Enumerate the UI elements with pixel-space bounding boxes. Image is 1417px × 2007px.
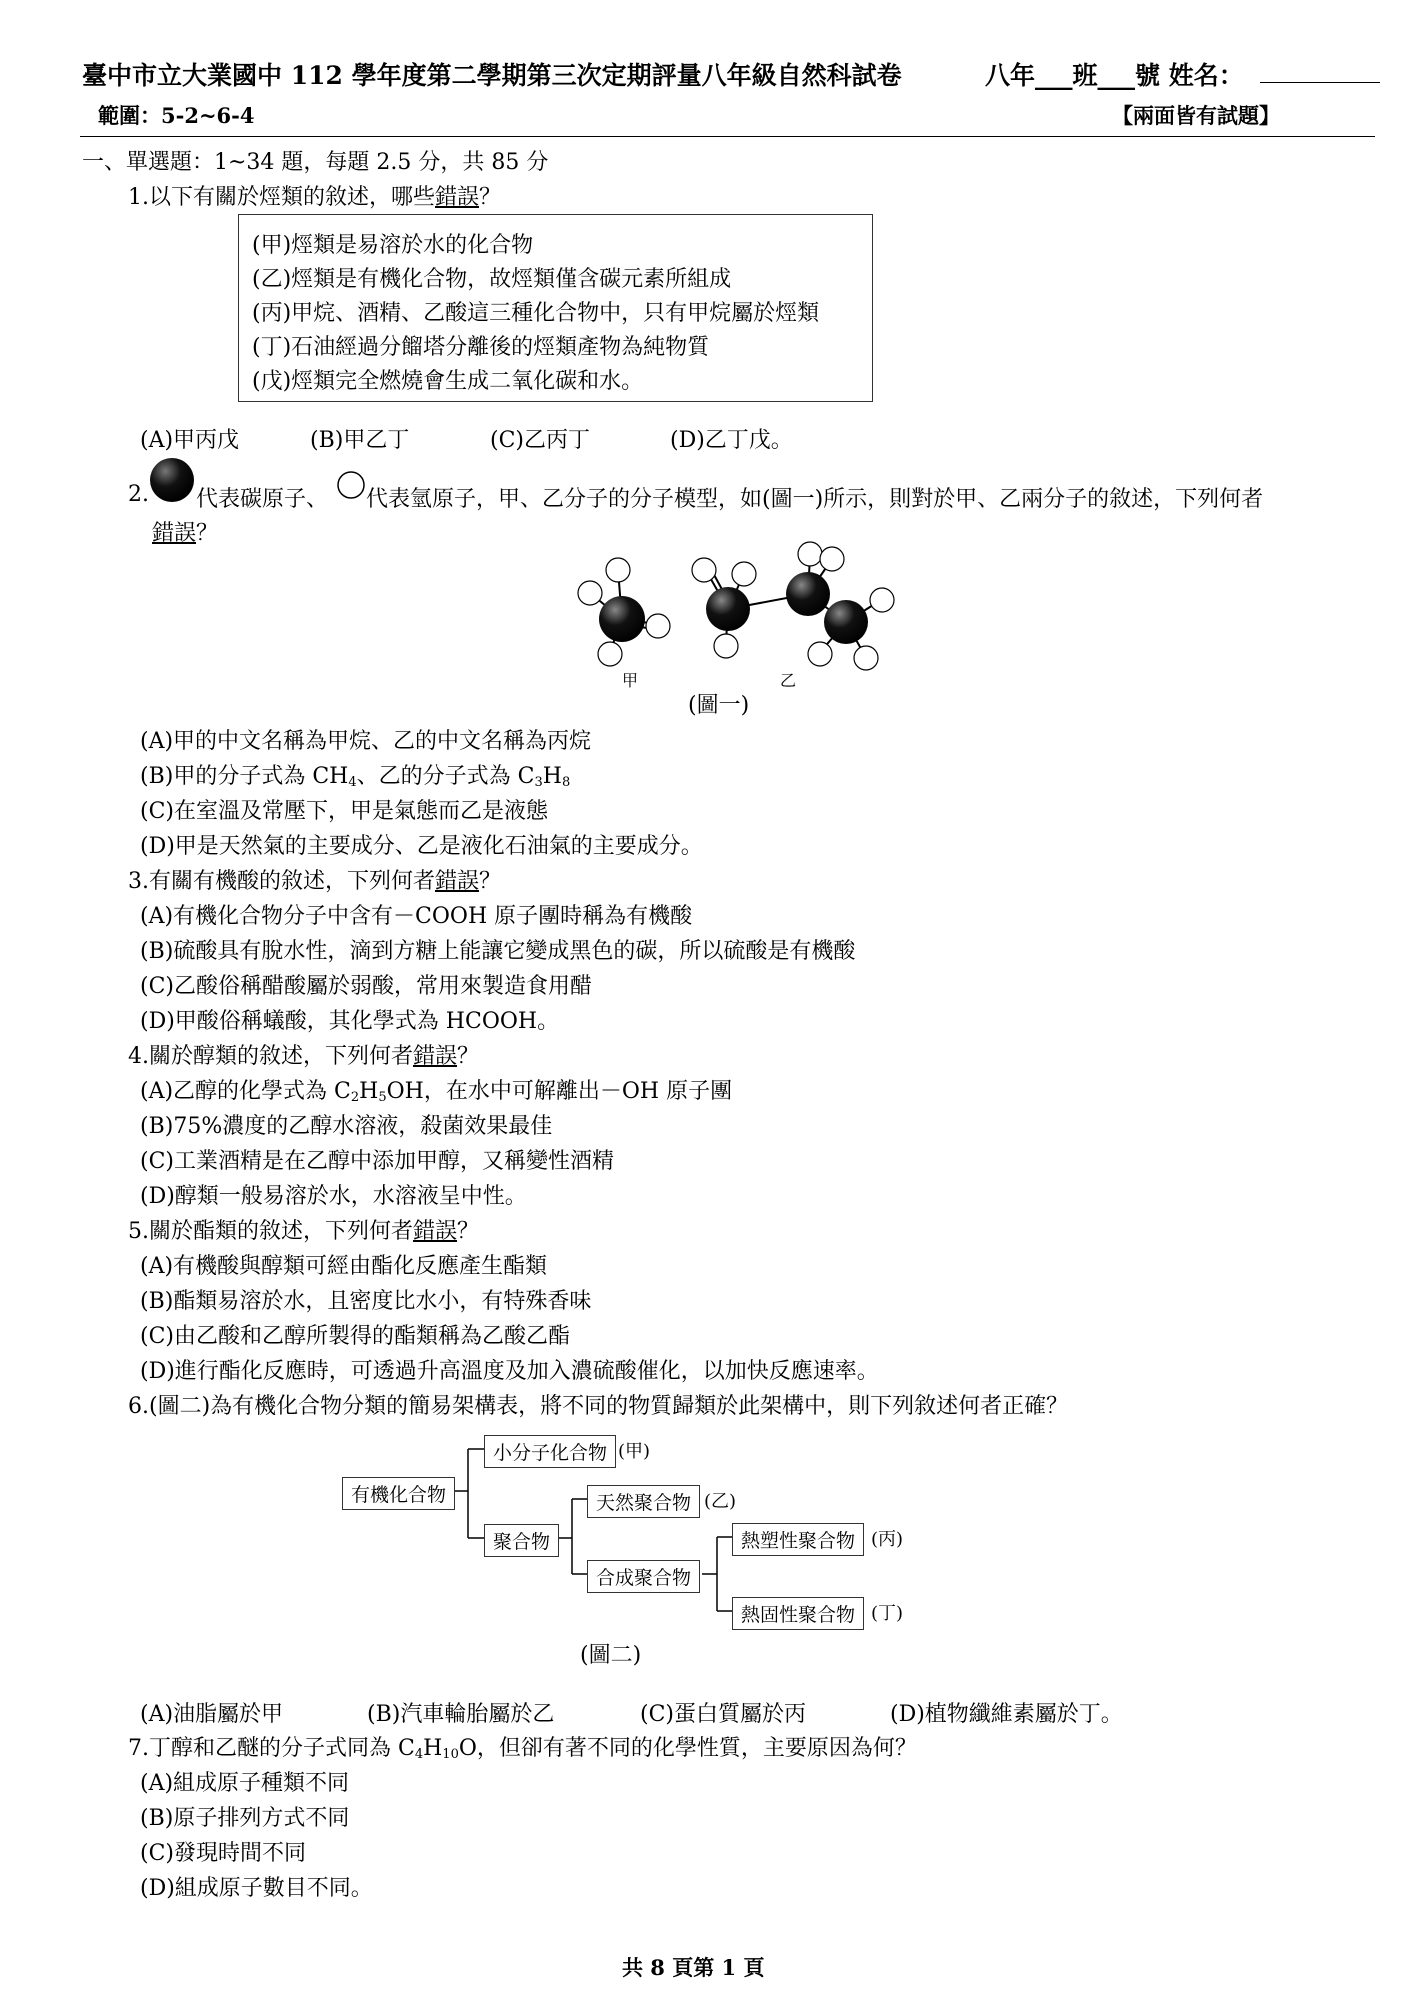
q7-option-d[interactable]: (D)組成原子數目不同。 — [140, 1876, 373, 1901]
q1-statement: (戊)烴類完全燃燒會生成二氧化碳和水。 — [252, 369, 644, 394]
figure-2-caption: (圖二) — [580, 1643, 642, 1668]
q1-statement: (丙)甲烷、酒精、乙酸這三種化合物中，只有甲烷屬於烴類 — [252, 301, 820, 326]
q3-option-a[interactable]: (A)有機化合物分子中含有－COOH 原子團時稱為有機酸 — [140, 904, 693, 929]
q1-statement: (甲)烴類是易溶於水的化合物 — [252, 233, 534, 258]
q3-option-d[interactable]: (D)甲酸俗稱蟻酸，其化學式為 HCOOH。 — [140, 1009, 560, 1034]
q3-option-b[interactable]: (B)硫酸具有脫水性，滴到方糖上能讓它變成黑色的碳，所以硫酸是有機酸 — [140, 939, 856, 964]
page-footer: 共 8 頁第 1 頁 — [622, 1955, 765, 1980]
q1-option-d[interactable]: (D)乙丁戊。 — [670, 428, 793, 453]
node-thermoset: 熱固性聚合物 — [732, 1597, 864, 1630]
q4-option-c[interactable]: (C)工業酒精是在乙醇中添加甲醇，又稱變性酒精 — [140, 1149, 615, 1174]
q6-option-c[interactable]: (C)蛋白質屬於丙 — [640, 1702, 806, 1727]
q2-number: 2. — [128, 482, 149, 507]
q1-statement: (乙)烴類是有機化合物，故烴類僅含碳元素所組成 — [252, 267, 732, 292]
q4-option-d[interactable]: (D)醇類一般易溶於水，水溶液呈中性。 — [140, 1184, 527, 1209]
q4-option-b[interactable]: (B)75%濃度的乙醇水溶液，殺菌效果最佳 — [140, 1114, 553, 1139]
q2-option-b[interactable]: (B)甲的分子式為 $CH_4$、乙的分子式為 $C_3H_8$ — [140, 764, 571, 790]
q1-statement: (丁)石油經過分餾塔分離後的烴類產物為純物質 — [252, 335, 710, 360]
q5-option-a[interactable]: (A)有機酸與醇類可經由酯化反應產生酯類 — [140, 1254, 548, 1279]
q1-option-a[interactable]: (A)甲丙戊 — [140, 428, 240, 453]
q6-option-a[interactable]: (A)油脂屬於甲 — [140, 1702, 284, 1727]
node-thermoplastic: 熱塑性聚合物 — [732, 1523, 864, 1556]
q6-option-b[interactable]: (B)汽車輪胎屬於乙 — [367, 1702, 555, 1727]
q5-option-c[interactable]: (C)由乙酸和乙醇所製得的酯類稱為乙酸乙酯 — [140, 1324, 571, 1349]
q2-option-c[interactable]: (C)在室溫及常壓下，甲是氣態而乙是液態 — [140, 799, 549, 824]
question-7-stem: 7.丁醇和乙醚的分子式同為 $C_4H_{10}O$，但卻有著不同的化學性質，主要原因為何？ — [128, 1736, 917, 1762]
tag-bing: (丙) — [871, 1529, 904, 1550]
q2-option-d[interactable]: (D)甲是天然氣的主要成分、乙是液化石油氣的主要成分。 — [140, 834, 703, 859]
q5-option-d[interactable]: (D)進行酯化反應時，可透過升高溫度及加入濃硫酸催化，以加快反應速率。 — [140, 1359, 879, 1384]
question-1-stem: 1.以下有關於烴類的敘述，哪些錯誤？ — [128, 185, 502, 210]
q4-option-a[interactable]: (A)乙醇的化學式為 $C_2H_5OH$，在水中可解離出－OH 原子團 — [140, 1079, 733, 1105]
q2-stem-part1: 代表碳原子、 — [196, 487, 329, 512]
q5-option-b[interactable]: (B)酯類易溶於水，且密度比水小，有特殊香味 — [140, 1289, 592, 1314]
figure-1-label-jia: 甲 — [622, 671, 639, 690]
question-3-stem: 3.有關有機酸的敘述，下列何者錯誤？ — [128, 869, 502, 894]
node-organic-compound: 有機化合物 — [342, 1477, 455, 1510]
figure-1-caption: (圖一) — [688, 693, 750, 718]
q2-stem-part2: 代表氫原子，甲、乙分子的分子模型，如(圖一)所示，則對於甲、乙兩分子的敘述，下列何者 — [366, 487, 1264, 512]
figure-1-label-yi: 乙 — [780, 671, 797, 690]
question-6-stem: 6.(圖二)為有機化合物分類的簡易架構表，將不同的物質歸類於此架構中，則下列敘述何者正確？ — [128, 1394, 1069, 1419]
question-5-stem: 5.關於酯類的敘述，下列何者錯誤？ — [128, 1219, 480, 1244]
both-sides-notice: 【兩面皆有試題】 — [1112, 103, 1280, 128]
q7-option-a[interactable]: (A)組成原子種類不同 — [140, 1771, 350, 1796]
tag-ding: (丁) — [871, 1603, 904, 1624]
q2-option-a[interactable]: (A)甲的中文名稱為甲烷、乙的中文名稱為丙烷 — [140, 729, 592, 754]
q6-option-d[interactable]: (D)植物纖維素屬於丁。 — [890, 1702, 1123, 1727]
q1-option-b[interactable]: (B)甲乙丁 — [310, 428, 410, 453]
q7-option-b[interactable]: (B)原子排列方式不同 — [140, 1806, 350, 1831]
node-natural-polymer: 天然聚合物 — [587, 1485, 700, 1518]
exam-range: 範圍：5-2~6-4 — [98, 103, 255, 128]
section-heading: 一、單選題：1~34 題，每題 2.5 分，共 85 分 — [82, 150, 549, 175]
exam-title: 臺中市立大業國中 112 學年度第二學期第三次定期評量八年級自然科試卷 — [82, 61, 902, 90]
q7-option-c[interactable]: (C)發現時間不同 — [140, 1841, 306, 1866]
tag-jia: (甲) — [618, 1441, 651, 1462]
q1-option-c[interactable]: (C)乙丙丁 — [490, 428, 590, 453]
node-small-molecule: 小分子化合物 — [484, 1435, 616, 1468]
class-info: 八年___班___號 姓名： — [985, 61, 1244, 90]
q2-stem-end: 錯誤？ — [152, 521, 219, 546]
q3-option-c[interactable]: (C)乙酸俗稱醋酸屬於弱酸，常用來製造食用醋 — [140, 974, 593, 999]
tag-yi: (乙) — [704, 1491, 737, 1512]
node-synthetic-polymer: 合成聚合物 — [587, 1560, 700, 1593]
node-polymer: 聚合物 — [484, 1524, 559, 1557]
question-4-stem: 4.關於醇類的敘述，下列何者錯誤？ — [128, 1044, 480, 1069]
